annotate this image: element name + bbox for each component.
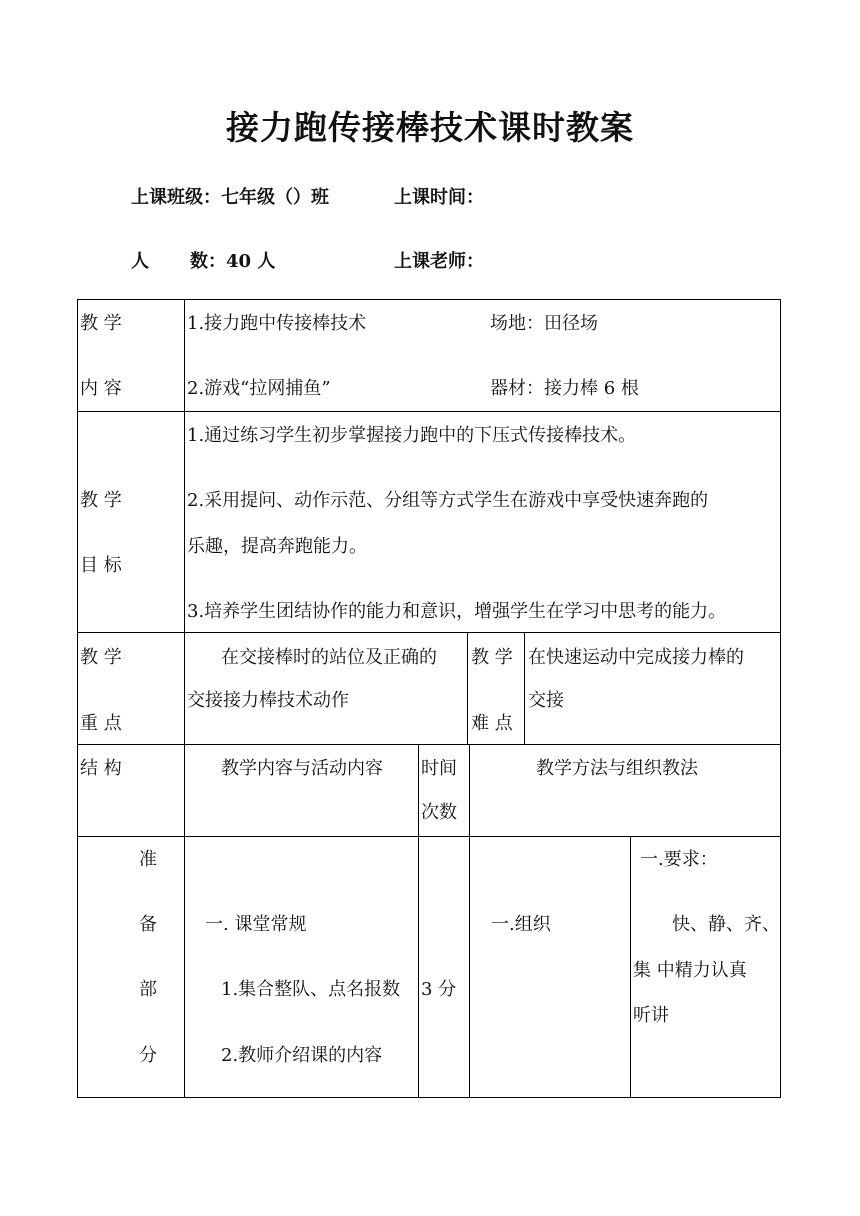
count-label: 人 [131, 251, 149, 272]
prep-req-3: 听讲 [633, 1005, 669, 1026]
venue: 场地：田径场 [490, 313, 598, 334]
prep-label-char: 分 [139, 1045, 157, 1066]
key-label-1: 教 学 [80, 647, 122, 668]
prep-label-char: 准 [139, 849, 157, 870]
time-label: 上课时间： [394, 187, 484, 208]
col-time-header-2: 次数 [421, 802, 457, 823]
prep-step-2: 2.教师介绍课的内容 [221, 1045, 383, 1066]
difficulty-label-1: 教 学 [471, 647, 513, 668]
table-border-right [780, 299, 781, 1098]
table-divider [524, 632, 525, 745]
table-divider [467, 632, 468, 745]
class-label: 上课班级：七年级（）班 [131, 187, 329, 208]
key-text-2: 交接接力棒技术动作 [187, 690, 349, 711]
table-divider [469, 744, 470, 1098]
difficulty-text-1: 在快速运动中完成接力棒的 [528, 647, 744, 668]
prep-label-char: 部 [139, 979, 157, 1000]
difficulty-text-2: 交接 [528, 690, 564, 711]
goals-label-2: 目 标 [80, 555, 122, 576]
goal-2a: 2.采用提问、动作示范、分组等方式学生在游戏中享受快速奔跑的 [187, 490, 709, 511]
prep-req-2: 集 中精力认真 [633, 960, 747, 981]
table-border-bottom [77, 1097, 781, 1098]
goal-3: 3.培养学生团结协作的能力和意识，增强学生在学习中思考的能力。 [187, 601, 727, 622]
prep-organize: 一.组织 [491, 914, 551, 935]
goals-label-1: 教 学 [80, 490, 122, 511]
teacher-label: 上课老师： [394, 251, 484, 272]
table-rule [77, 836, 781, 837]
table-rule [77, 744, 781, 745]
col-method-header: 教学方法与组织教法 [536, 758, 698, 779]
table-border-top [77, 299, 781, 300]
equipment: 器材：接力棒 6 根 [490, 378, 639, 399]
prep-step-1: 1.集合整队、点名报数 [221, 979, 401, 1000]
table-divider [418, 744, 419, 1098]
key-label-2: 重 点 [80, 713, 122, 734]
prep-req-1: 快、静、齐、 [672, 914, 780, 935]
goal-1: 1.通过练习学生初步掌握接力跑中的下压式传接棒技术。 [187, 425, 637, 446]
content-label-2: 内 容 [80, 378, 122, 399]
prep-routine: 一. 课堂常规 [205, 914, 307, 935]
col-time-header-1: 时间 [421, 758, 457, 779]
count-value: 数：40 人 [190, 251, 276, 272]
goal-2b: 乐趣，提高奔跑能力。 [187, 536, 367, 557]
table-divider [630, 836, 631, 1098]
content-item-1: 1.接力跑中传接棒技术 [187, 313, 367, 334]
content-label-1: 教 学 [80, 313, 122, 334]
prep-time: 3 分 [421, 979, 457, 1000]
col-content-header: 教学内容与活动内容 [221, 758, 383, 779]
key-text-1: 在交接棒时的站位及正确的 [221, 647, 437, 668]
prep-label-char: 备 [139, 914, 157, 935]
prep-req-title: 一.要求： [640, 849, 718, 870]
page-title: 接力跑传接棒技术课时教案 [226, 108, 634, 147]
structure-label: 结 构 [80, 758, 122, 779]
table-border-left [77, 299, 78, 1098]
table-rule [77, 632, 781, 633]
difficulty-label-2: 难 点 [471, 713, 513, 734]
table-rule [77, 411, 781, 412]
table-divider [184, 299, 185, 1098]
content-item-2: 2.游戏“拉网捕鱼” [187, 378, 331, 399]
